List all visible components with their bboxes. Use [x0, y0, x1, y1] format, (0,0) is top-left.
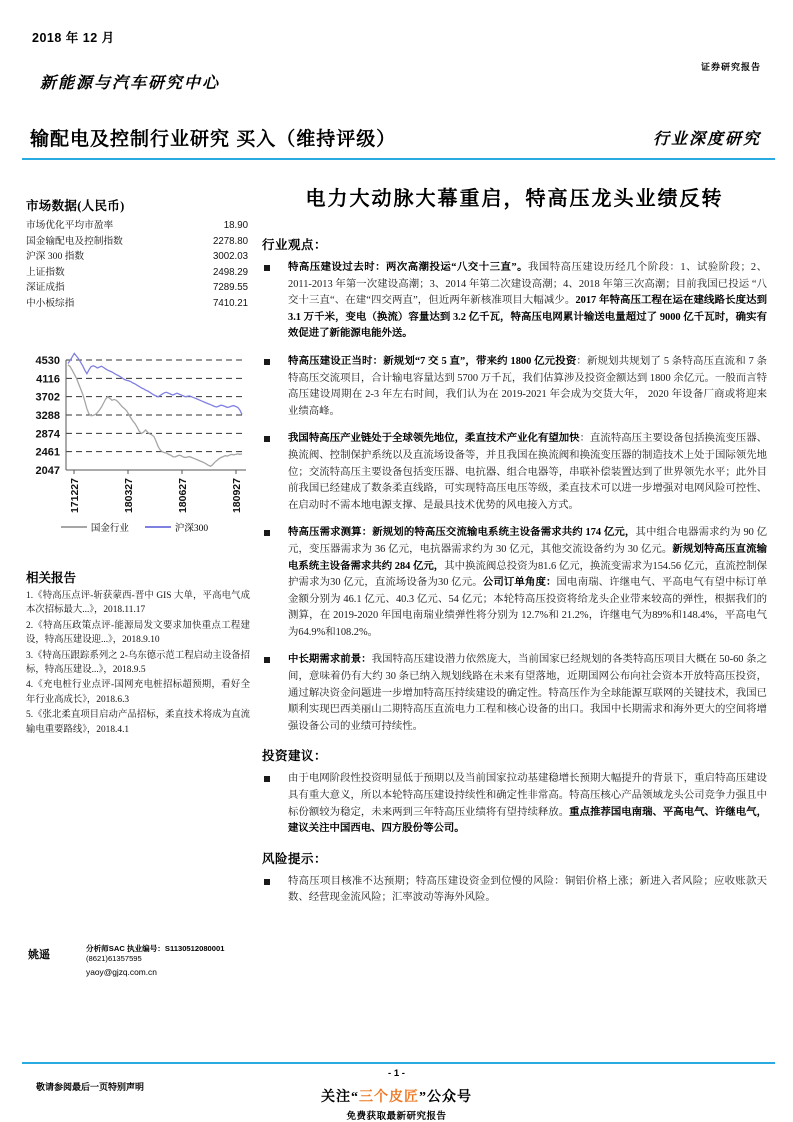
- analyst-sac-number: 分析师SAC 执业编号：S1130512080001: [86, 944, 225, 953]
- index-performance-chart: [18, 352, 250, 537]
- report-sections: [262, 235, 767, 907]
- bullet-text: 由于电网阶段性投资明显低于预期以及当前国家拉动基建稳增长预期大幅提升的背景下，重启特高压建设具有重大意义，所以本轮特高压建设持续性和确定性非常高。特高压核心产品领域龙头公司竞争力强且中标份额较为稳定，未来两到三年特高压业绩将有望持续释放。重点推荐国电南瑞、平高电气、许继电气，建议关注中国西电、四方股份等公司。: [288, 773, 768, 835]
- market-data-value: 7289.55: [212, 282, 248, 293]
- bullet-text: 中长期需求前景：我国特高压建设潜力依然庞大，当前国家已经规划的各类特高压项目大概在 50-60 条之间，意味着仍有大约 30 条已纳入规划线路在未来有望落地，近期国网公布向社会资本开放特高压投资，通过解决资金问题进一步增加特高压持续建设的确定性。特高压作为全球能源互联网的关键技术，我国已顺利实现巴西美丽山二期特高压直流电力工程和核心设备的出口。我国中长期需求和海外更大的空间将增强设备公司的业绩可持续性。: [288, 654, 768, 732]
- svg-text:4530: 4530: [35, 355, 60, 367]
- related-reports-list: [26, 589, 250, 737]
- market-data-panel: [26, 196, 248, 311]
- svg-text:3702: 3702: [35, 391, 60, 404]
- legend-entry: [61, 520, 129, 534]
- market-data-row: [26, 234, 248, 250]
- market-data-value: 3002.03: [212, 251, 248, 262]
- related-report-item[interactable]: 3.《特高压跟踪系列之 2-乌东德示范工程启动主设备招标，特高压建设...》，2018.9.5: [26, 650, 250, 676]
- market-data-row: [26, 218, 248, 234]
- bullet-item: [262, 525, 767, 641]
- watermark-prefix: 关注“: [321, 1090, 359, 1105]
- bullet-text: 特高压需求测算：新规划的特高压交流输电系统主设备需求共约 174 亿元，其中组合电器需求约为 90 亿元，变压器需求为 36 亿元，电抗器需求约为 30 亿元，其他交流设备约为 30 亿元。新规划特高压直流输电系统主设备需求共约 284 亿元，其中换流阀总投资为81.6 亿元，换流变需求为154.56 亿元，直流控制保护需求为30 亿元，直流场设备为30 亿元。公司订单角度：国电南瑞、许继电气、平高电气有望中标订单金额分别为 46.1 亿元、40.3 亿元、54 亿元；本轮特高压投资将给龙头企业带来较高的弹性，根据我们的测算，在 2019-2020 年国电南瑞业绩弹性将分别为 12.7%和 21.2%，许继电气为89%和148.4%，平高电气为64.9%和108.2%。: [288, 527, 768, 638]
- market-data-label: 国金输配电及控制指数: [26, 235, 123, 247]
- section-heading: 行业观点：: [262, 238, 328, 252]
- section-heading: 风险提示：: [262, 851, 328, 866]
- svg-text:3288: 3288: [35, 410, 60, 423]
- svg-text:2461: 2461: [35, 446, 60, 459]
- legend-label: 沪深300: [174, 524, 209, 534]
- svg-text:4116: 4116: [36, 373, 60, 386]
- footer-disclaimer: 敬请参阅最后一页特别声明: [36, 1082, 145, 1092]
- market-data-label: 中小板综指: [26, 297, 75, 309]
- market-data-label: 沪深 300 指数: [26, 251, 85, 262]
- related-report-item[interactable]: 1.《特高压点评-斩获蒙西-晋中 GIS 大单，平高电气成本次招标最大...》，2018.11.17: [26, 591, 250, 616]
- market-data-value: 18.90: [223, 220, 248, 231]
- bullet-text: 特高压项目核准不达预期；特高压建设资金到位慢的风险：铜铝价格上涨；新进入者风险；应收账款天数、经营现金流风险；汇率波动等海外风险。: [288, 875, 767, 904]
- bullet-item: [262, 771, 767, 837]
- legend-swatch: [61, 526, 87, 528]
- watermark-suffix: ”公众号: [419, 1090, 472, 1105]
- svg-text:180327: 180327: [123, 478, 135, 514]
- market-data-title: 市场数据(人民币): [26, 199, 125, 213]
- watermark: [0, 1086, 793, 1122]
- market-data-row: [26, 265, 248, 281]
- chart-canvas: [18, 352, 250, 537]
- legend-label: 国金行业: [90, 524, 129, 534]
- bullet-item: [262, 354, 767, 420]
- page-title: 电力大动脉大幕重启，特高压龙头业绩反转: [305, 188, 724, 210]
- market-data-table: [26, 218, 248, 311]
- svg-text:180927: 180927: [231, 478, 243, 514]
- related-report-item[interactable]: 5.《张北柔直项目启动产品招标，柔直技术将成为直流输电重要路线》，2018.4.1: [26, 710, 250, 735]
- market-data-value: 2278.80: [212, 235, 248, 247]
- related-report-item[interactable]: 4.《充电桩行业点评-国网充电桩招标超预期，看好全年行业高成长》，2018.6.3: [26, 680, 250, 705]
- svg-text:180627: 180627: [177, 478, 189, 514]
- bullet-item: [262, 431, 767, 514]
- market-data-label: 市场优化平均市盈率: [26, 220, 114, 231]
- market-data-label: 上证指数: [26, 266, 65, 278]
- report-date: 2018 年 12 月: [32, 31, 115, 45]
- svg-text:2047: 2047: [35, 465, 60, 477]
- report-type-label: 行业深度研究: [652, 131, 761, 148]
- page-number: - 1 -: [388, 1068, 405, 1079]
- research-center-name: 新能源与汽车研究中心: [40, 75, 221, 92]
- bullet-item: [262, 874, 767, 907]
- watermark-subtitle: 免费获取最新研究报告: [346, 1112, 447, 1122]
- section-heading: 投资建议：: [262, 749, 328, 764]
- legend-swatch: [145, 526, 171, 528]
- research-badge: 证券研究报告: [700, 62, 761, 72]
- header-divider: [22, 158, 775, 160]
- bullet-item: [262, 260, 767, 343]
- report-main-content: [262, 182, 767, 918]
- industry-rating-line: 输配电及控制行业研究 买入（维持评级）: [30, 129, 397, 150]
- chart-legend: [22, 520, 247, 534]
- legend-entry: [145, 520, 208, 534]
- related-reports-panel: [26, 568, 250, 738]
- bullet-text: 特高压建设过去时：两次高潮投运“八交十三直”。我国特高压建设历经几个阶段：1、试验阶段；2、2011-2013 年第一次建设高潮；3、2014 年第二次建设高潮；4、2018 年第三次高潮；目前我国已投运 “八交十三直“、在建“四交两直”，但近两年新核准项目大幅减少。2017 年特高压工程在运在建线路长度达到 3.1 万千米，变电（换流）容量达到 3.2 亿千瓦，特高压电网累计输送电量超过了 9000 亿千瓦时，确实有效促进了新能源电能外送。: [288, 262, 768, 340]
- analyst-email[interactable]: yaoy@gjzq.com.cn: [86, 967, 157, 977]
- watermark-brand: 三个皮匠: [359, 1090, 419, 1105]
- analyst-name: 姚遥: [28, 949, 50, 961]
- footer-divider: [22, 1062, 775, 1064]
- market-data-row: [26, 249, 248, 265]
- market-data-value: 2498.29: [212, 266, 248, 278]
- market-data-label: 深证成指: [26, 282, 65, 293]
- bullet-text: 特高压建设正当时：新规划“7 交 5 直”，带来约 1800 亿元投资：新规划共规划了 5 条特高压直流和 7 条特高压交流项目，合计输电容量达到 5700 万千瓦，我们估算涉及投资金额达到 1800 余亿元。一般而言特高压建设周期在 2-3 年左右时间，我们认为在 2019-2021 年会成为交货大年， 2020 年设备厂商或将迎来业绩高峰。: [288, 355, 767, 417]
- market-data-row: [26, 280, 248, 296]
- bullet-text: 我国特高压产业链处于全球领先地位，柔直技术产业化有望加快：直流特高压主要设备包括换流变压器、换流阀、控制保护系统以及直流场设备等，并且我国在换流阀和换流变压器的制造技术上处于国际领先地位；交流特高压主要设备包括变压器、电抗器、组合电器等，串联补偿装置达到了世界领先水平；此外目前我国已经建成了数条柔直线路，可实现特高压电压等级，柔直技术可以进一步增强对电网风险可控性、在启动时不需本地电源支撑、是最具技术优势的风电接入方式。: [288, 433, 767, 511]
- analyst-phone: (8621)61357595: [86, 954, 142, 963]
- related-report-item[interactable]: 2.《特高压政策点评-能源局发文要求加快重点工程建设，特高压建设迎...》，2018.9.10: [26, 620, 250, 646]
- svg-text:2874: 2874: [35, 428, 60, 441]
- related-reports-title: 相关报告: [26, 571, 77, 585]
- svg-text:171227: 171227: [69, 478, 81, 514]
- market-data-row: [26, 296, 248, 312]
- bullet-item: [262, 652, 767, 735]
- market-data-value: 7410.21: [212, 297, 248, 309]
